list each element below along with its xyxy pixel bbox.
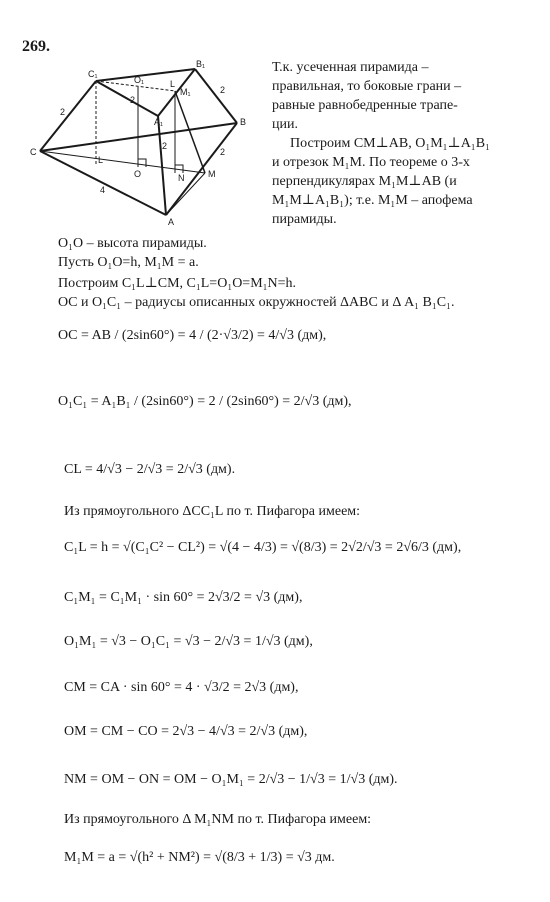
intro-text [272,58,516,229]
intro-line: перпендикулярах M₁M⊥AB (и [272,174,457,189]
equation-c1m1: C₁M₁ = C₁M₁ · sin 60° = 2√3/2 = √3 (дм), [64,590,303,605]
label-c1: C₁ [88,69,98,79]
side-label: 2 [162,141,168,151]
side-label: 2 [220,85,226,95]
label-o: O [134,169,142,179]
side-label: 2 [60,107,66,117]
side-label: 4 [100,185,106,195]
label-a1: A₁ [154,117,164,127]
intro-line: и отрезок M₁M. По теореме о 3-х [272,155,470,170]
pythagoras-intro-2: Из прямоугольного Δ M₁NM по т. Пифагора имеем: [64,812,372,827]
label-b1: B₁ [196,59,206,69]
equation-nm: NM = OM − ON = OM − O₁M₁ = 2/√3 − 1/√3 = 1/√3 (дм). [64,772,398,787]
text-line: Пусть O₁O=h, M₁M = a. [58,255,199,270]
equation-cm: CM = CA · sin 60° = 4 · √3/2 = 2√3 (дм), [64,680,299,695]
label-m: M [208,169,216,179]
intro-line: пирамиды. [272,212,337,227]
label-a: A [168,217,175,225]
label-o1: O₁ [134,75,145,85]
text-line: OC и O₁C₁ – радиусы описанных окружностей ΔABC и Δ A₁ B₁C₁. [58,295,455,310]
equation-o1m1: O₁M₁ = √3 − O₁C₁ = √3 − 2/√3 = 1/√3 (дм), [64,634,313,649]
text-line: Построим C₁L⊥CM, C₁L=O₁O=M₁N=h. [58,276,297,291]
label-b: B [240,117,247,127]
intro-line: Построим CM⊥AB, O₁M₁⊥A₁B₁ [290,136,490,151]
pythagoras-intro-1: Из прямоугольного ΔCC₁L по т. Пифагора имеем: [64,504,361,519]
intro-line: правильная, то боковые грани – [272,79,462,94]
equation-c1l: C₁L = h = √(C₁C² − CL²) = √(4 − 4/3) = √(8/3) = 2√2/√3 = 2√6/3 (дм), [64,540,462,555]
label-l: L [98,155,104,165]
equation-oc: OC = AB / (2sin60°) = 4 / (2·√3/2) = 4/√3 (дм), [58,328,327,343]
intro-line: Т.к. усеченная пирамида – [272,60,429,75]
intro-line: M₁M⊥A₁B₁); т.е. M₁M – апофема [272,193,473,208]
side-label: 2 [220,147,226,157]
label-c: C [30,147,37,157]
equation-om: OM = CM − CO = 2√3 − 4/√3 = 2/√3 (дм), [64,724,308,739]
equation-cl: CL = 4/√3 − 2/√3 = 2/√3 (дм). [64,462,236,477]
intro-line: равные равнобедренные трапе- [272,98,458,113]
text-line: O₁O – высота пирамиды. [58,236,207,251]
equation-o1c1: O₁C₁ = A₁B₁ / (2sin60°) = 2 / (2sin60°) = 2/√3 (дм), [58,394,352,409]
truncated-pyramid-figure [30,55,270,225]
equation-m1m: M₁M = a = √(h² + NM²) = √(8/3 + 1/3) = √3 дм. [64,850,335,865]
label-m1: M₁ [180,87,191,97]
label-n: N [178,173,185,183]
label-l1: L [170,79,176,89]
problem-number: 269. [22,38,50,55]
side-label: 2 [130,95,136,105]
intro-line: ции. [272,117,298,132]
